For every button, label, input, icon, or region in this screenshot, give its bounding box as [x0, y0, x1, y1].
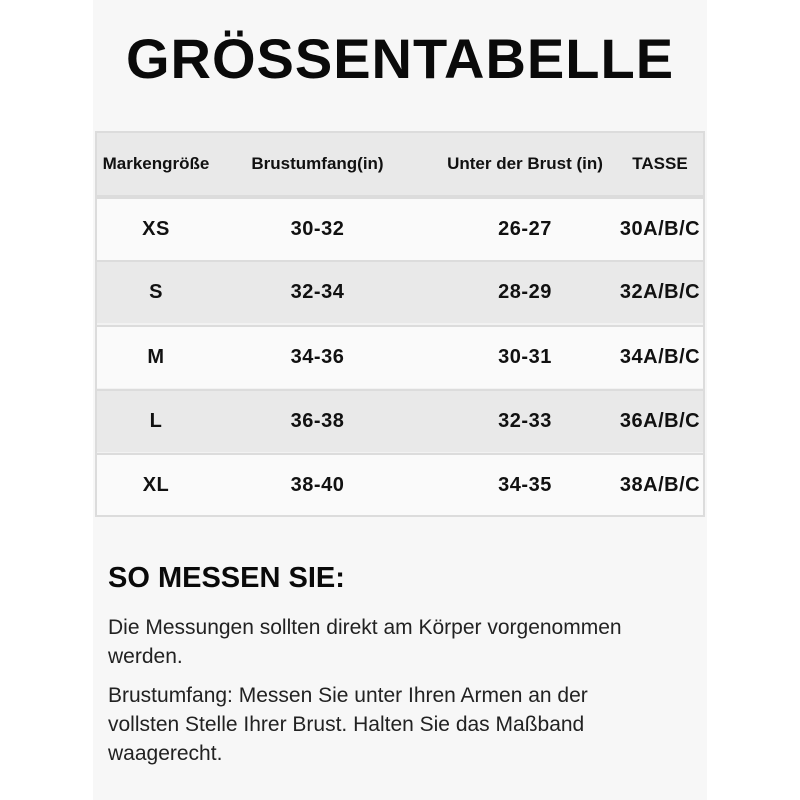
cell-cup: 38A/B/C [619, 473, 701, 496]
table-row [97, 453, 703, 515]
measure-paragraph-2: Brustumfang: Messen Sie unter Ihren Armen an der vollsten Stelle Ihrer Brust. Halten Sie das Maßband waagerecht. [108, 684, 588, 765]
cell-underbust: 28-29 [498, 281, 552, 303]
header-cup: TASSE [632, 154, 688, 173]
cell-cup: 30A/B/C [619, 218, 701, 240]
cell-cup: 34A/B/C [619, 346, 701, 368]
size-chart-page [93, 0, 707, 800]
cell-size: S [149, 281, 163, 303]
header-underbust: Unter der Brust (in) [447, 154, 603, 173]
measure-paragraph-1: Die Messungen sollten direkt am Körper vorgenommen werden. [108, 616, 622, 668]
cell-cup: 32A/B/C [619, 281, 701, 303]
size-table [95, 131, 705, 517]
cell-underbust: 26-27 [498, 218, 552, 240]
cell-bust: 32-34 [290, 281, 345, 303]
cell-underbust: 30-31 [498, 346, 552, 368]
cell-bust: 36-38 [290, 410, 345, 432]
table-row [97, 389, 703, 452]
cell-bust: 38-40 [290, 473, 345, 496]
cell-cup: 36A/B/C [619, 410, 701, 432]
table-header-row [97, 133, 703, 197]
cell-underbust: 32-33 [498, 410, 552, 432]
cell-size: M [147, 346, 165, 368]
page-title: GRÖSSENTABELLE [125, 27, 675, 90]
cell-size: L [149, 410, 163, 432]
cell-bust: 30-32 [290, 218, 345, 240]
cell-underbust: 34-35 [498, 473, 552, 496]
cell-size: XL [142, 473, 170, 496]
cell-size: XS [142, 218, 170, 240]
table-row [97, 260, 703, 323]
measure-heading: SO MESSEN SIE: [108, 562, 345, 594]
cell-bust: 34-36 [290, 346, 345, 368]
table-row [97, 197, 703, 260]
header-bust: Brustumfang(in) [251, 154, 384, 173]
header-brand-size: Markengröße [102, 154, 210, 173]
table-row [97, 325, 703, 388]
